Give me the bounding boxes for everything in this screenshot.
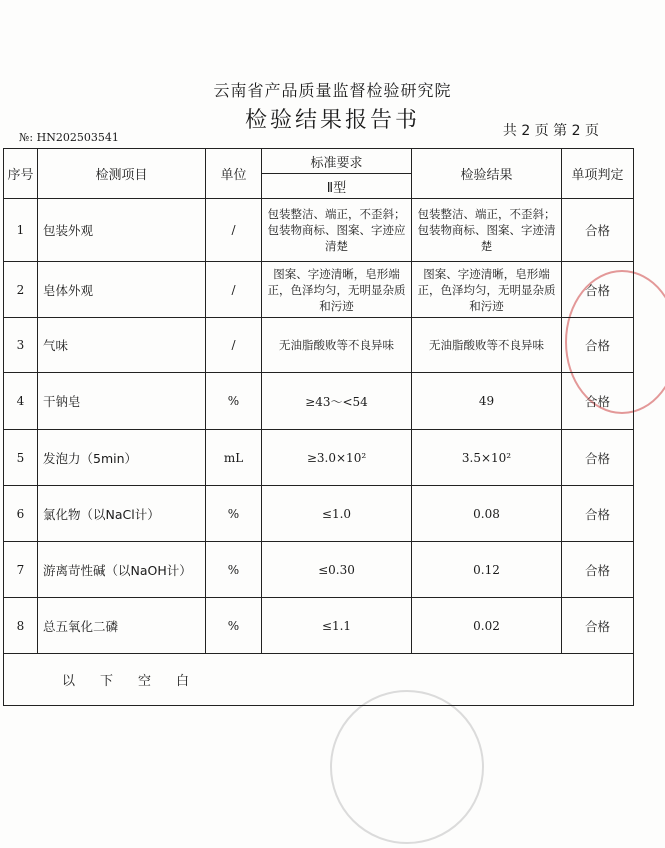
row-item: 总五氧化二磷 [38,598,206,654]
row-standard: ≤1.0 [262,486,412,542]
table-row [4,199,634,262]
blank-marker [4,654,634,706]
header-seq: 序号 [4,149,38,199]
row-unit: % [206,542,262,598]
row-unit: % [206,373,262,430]
row-standard: ≤1.1 [262,598,412,654]
row-seq: 4 [4,373,38,430]
row-seq: 6 [4,486,38,542]
page-indicator: 共 2 页 第 2 页 [502,123,599,139]
header-judgement: 单项判定 [562,149,634,199]
blank-row [4,654,634,706]
blank-char: 以 [62,674,77,689]
row-standard: ≥3.0×10² [262,430,412,486]
row-judgement: 合格 [562,318,634,373]
row-item: 发泡力（5min） [38,430,206,486]
row-unit: % [206,486,262,542]
table-row [4,486,634,542]
blank-char: 下 [100,674,115,689]
report-title: 检验结果报告书 [244,108,420,133]
row-result: 无油脂酸败等不良异味 [412,318,562,373]
row-standard: ≥43～<54 [262,373,412,430]
row-standard: ≤0.30 [262,542,412,598]
header-type: Ⅱ型 [262,174,412,199]
row-judgement: 合格 [562,542,634,598]
row-result: 包装整洁、端正，不歪斜；包装物商标、图案、字迹清楚 [412,199,562,262]
table-row [4,262,634,318]
row-judgement: 合格 [562,486,634,542]
row-seq: 8 [4,598,38,654]
row-seq: 7 [4,542,38,598]
results-table [3,148,634,706]
blank-char: 白 [176,674,191,689]
row-item: 气味 [38,318,206,373]
row-judgement: 合格 [562,598,634,654]
row-judgement: 合格 [562,430,634,486]
report-number: №: HN202503541 [19,131,119,144]
table-row [4,542,634,598]
table-row [4,373,634,430]
row-unit: % [206,598,262,654]
row-result: 3.5×10² [412,430,562,486]
row-standard: 图案、字迹清晰，皂形端正，色泽均匀，无明显杂质和污迹 [262,262,412,318]
header-item: 检测项目 [38,149,206,199]
row-item: 包装外观 [38,199,206,262]
row-seq: 1 [4,199,38,262]
row-seq: 3 [4,318,38,373]
row-standard: 无油脂酸败等不良异味 [262,318,412,373]
row-item: 氯化物（以NaCl计） [38,486,206,542]
table-row [4,598,634,654]
row-unit: / [206,199,262,262]
row-item: 皂体外观 [38,262,206,318]
row-judgement: 合格 [562,373,634,430]
inspection-seal-stamp [330,690,484,844]
header-unit: 单位 [206,149,262,199]
row-result: 0.02 [412,598,562,654]
row-item: 游离苛性碱（以NaOH计） [38,542,206,598]
table-row [4,430,634,486]
row-item: 干钠皂 [38,373,206,430]
row-seq: 2 [4,262,38,318]
row-result: 图案、字迹清晰，皂形端正，色泽均匀，无明显杂质和污迹 [412,262,562,318]
row-standard: 包装整洁、端正，不歪斜；包装物商标、图案、字迹应清楚 [262,199,412,262]
row-judgement: 合格 [562,262,634,318]
row-result: 49 [412,373,562,430]
row-result: 0.08 [412,486,562,542]
row-judgement: 合格 [562,199,634,262]
table-row [4,318,634,373]
row-unit: / [206,318,262,373]
header-standard: 标准要求 [262,149,412,174]
header-result: 检验结果 [412,149,562,199]
row-result: 0.12 [412,542,562,598]
institution-name: 云南省产品质量监督检验研究院 [213,81,452,100]
row-unit: / [206,262,262,318]
blank-char: 空 [138,674,153,689]
row-unit: mL [206,430,262,486]
row-seq: 5 [4,430,38,486]
